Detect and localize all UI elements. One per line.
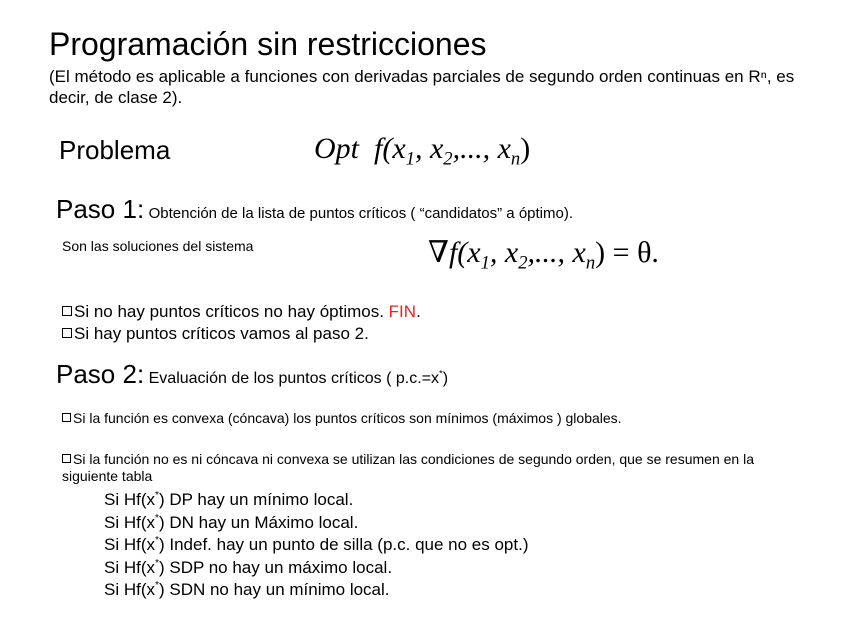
condition-row bbox=[104, 534, 528, 557]
gradient-f: f bbox=[448, 236, 458, 269]
gradient-sub-1: 1 bbox=[480, 252, 490, 274]
condition-post: ) DP hay un mínimo local. bbox=[158, 490, 354, 509]
formula-sep-2: ,..., x bbox=[452, 132, 511, 165]
problem-formula bbox=[314, 132, 531, 170]
step2-desc-star: * bbox=[439, 368, 443, 380]
condition-post: ) SDP no hay un máximo local. bbox=[158, 557, 393, 577]
step2-header bbox=[56, 359, 448, 389]
step2-desc-text: Evaluación de los puntos críticos ( p.c.=x bbox=[148, 370, 439, 387]
formula-open: (x bbox=[382, 132, 406, 165]
formula-sub-2: 2 bbox=[443, 148, 453, 170]
condition-star: * bbox=[155, 512, 159, 524]
condition-row bbox=[104, 579, 528, 602]
step1-heading: Paso 1: bbox=[56, 194, 145, 224]
gradient-sep-2: ,..., x bbox=[527, 236, 586, 269]
step1-header bbox=[56, 194, 573, 224]
condition-row bbox=[104, 489, 528, 512]
condition-star: * bbox=[155, 579, 159, 591]
condition-pre: Si Hf(x bbox=[104, 512, 155, 532]
step1-bullet-2-text: Si hay puntos críticos vamos al paso 2. bbox=[74, 324, 369, 343]
condition-star: * bbox=[155, 557, 159, 569]
checkbox-icon bbox=[62, 413, 71, 422]
step1-bullet-1-text: Si no hay puntos críticos no hay óptimos. bbox=[74, 302, 389, 321]
condition-star: * bbox=[155, 534, 159, 546]
formula-sep-1: , x bbox=[414, 132, 444, 165]
step1-description: Obtención de la lista de puntos críticos ( “candidatos” a óptimo). bbox=[148, 205, 574, 222]
slide-subtitle: (El método es aplicable a funciones con derivadas parciales de segundo orden continuas en Rⁿ, es decir, de clase 2). bbox=[49, 67, 795, 107]
step2-bullet-1 bbox=[62, 410, 622, 427]
gradient-sub-2: 2 bbox=[518, 252, 528, 274]
gradient-sep-1: , x bbox=[489, 236, 519, 269]
checkbox-icon bbox=[62, 306, 72, 316]
gradient-end: ) = θ. bbox=[595, 236, 659, 269]
step2-bullet-1-text: Si la función es convexa (cóncava) los puntos críticos son mínimos (máximos ) globales. bbox=[73, 410, 622, 426]
step1-bullet-1 bbox=[62, 301, 421, 322]
formula-f: f bbox=[374, 132, 383, 165]
checkbox-icon bbox=[62, 328, 72, 338]
condition-row bbox=[104, 512, 528, 535]
condition-pre: Si Hf(x bbox=[104, 580, 155, 599]
slide-title: Programación sin restricciones bbox=[49, 26, 487, 62]
formula-sub-1: 1 bbox=[405, 148, 415, 170]
step2-bullet-2-text: Si la función no es ni cóncava ni convexa se utilizan las condiciones de segundo orden, que se resumen en la siguiente tabla bbox=[62, 451, 754, 484]
formula-sub-n: n bbox=[510, 148, 521, 170]
step2-bullet-2 bbox=[62, 451, 782, 485]
nabla-symbol: ∇ bbox=[428, 236, 449, 269]
gradient-formula bbox=[428, 236, 659, 274]
fin-highlight: FIN bbox=[388, 302, 417, 321]
step2-heading: Paso 2: bbox=[56, 359, 145, 389]
condition-row bbox=[104, 557, 528, 580]
condition-star: * bbox=[155, 489, 159, 501]
condition-post: ) DN hay un Máximo local. bbox=[158, 512, 359, 532]
second-order-conditions bbox=[104, 489, 528, 602]
condition-pre: Si Hf(x bbox=[104, 557, 155, 577]
step1-bullet-1-after: . bbox=[416, 302, 421, 321]
condition-post: ) Indef. hay un punto de silla (p.c. que no es opt.) bbox=[158, 535, 529, 554]
formula-opt: Opt bbox=[314, 132, 359, 165]
checkbox-icon bbox=[62, 454, 71, 463]
step1-system-label: Son las soluciones del sistema bbox=[62, 238, 254, 254]
step2-desc-close: ) bbox=[442, 370, 449, 387]
condition-post: ) SDN no hay un mínimo local. bbox=[158, 580, 390, 599]
problem-label: Problema bbox=[59, 135, 171, 165]
condition-pre: Si Hf(x bbox=[104, 535, 155, 554]
step1-bullet-2 bbox=[62, 323, 369, 344]
condition-pre: Si Hf(x bbox=[104, 490, 155, 509]
formula-close: ) bbox=[520, 132, 531, 165]
gradient-open: (x bbox=[457, 236, 481, 269]
step2-description bbox=[149, 370, 448, 387]
gradient-sub-n: n bbox=[585, 252, 596, 274]
